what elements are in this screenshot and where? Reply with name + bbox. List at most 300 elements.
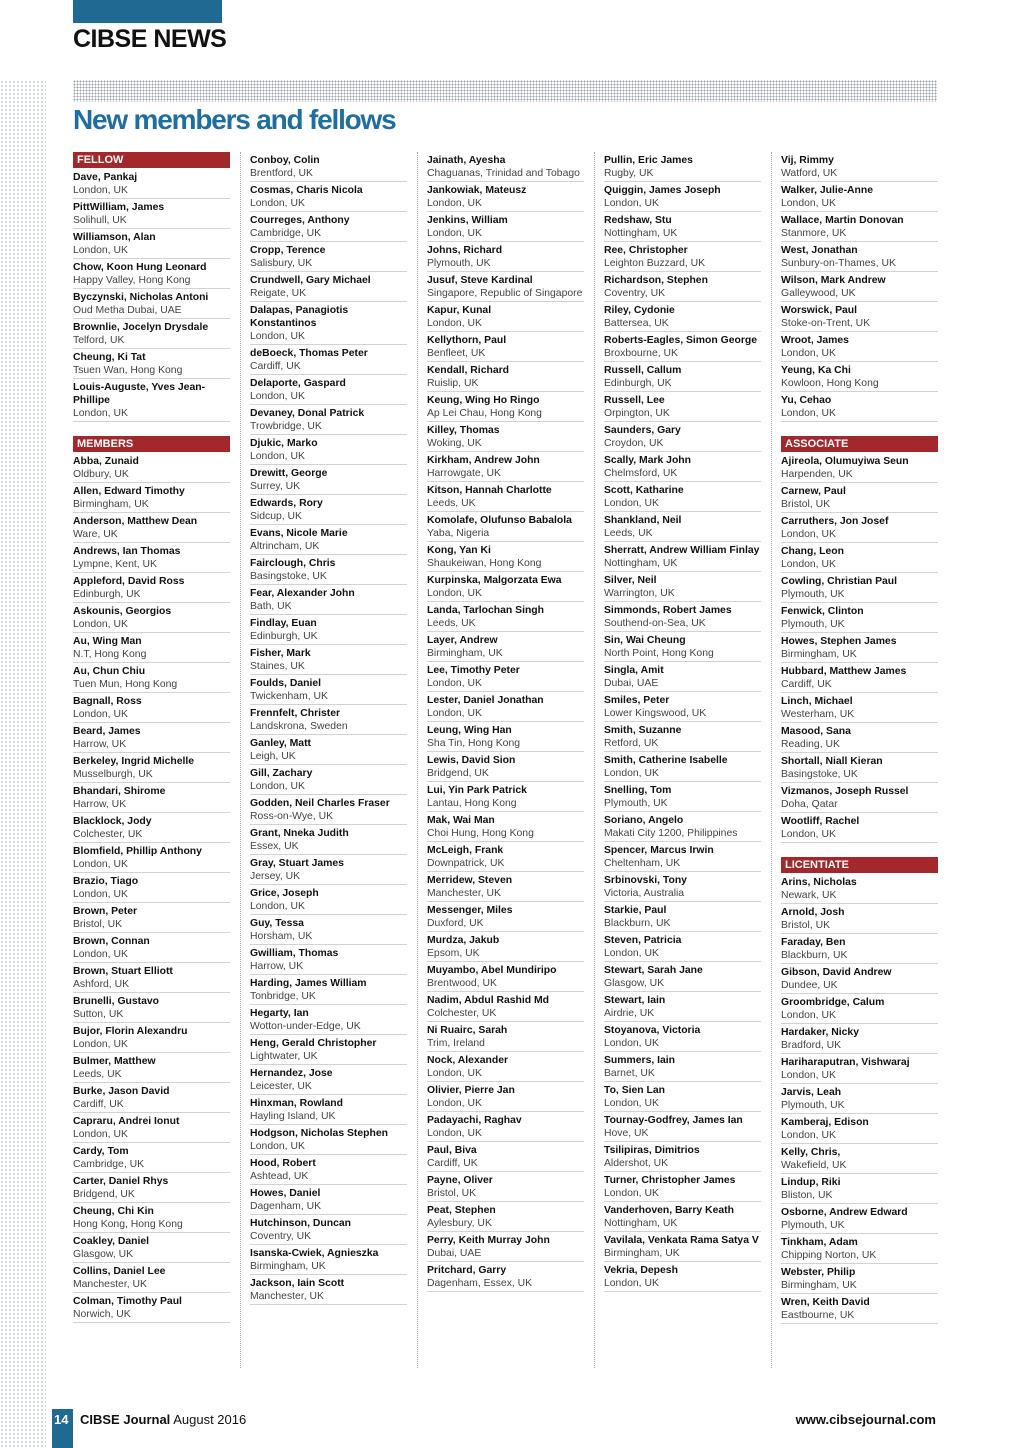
member-entry xyxy=(73,633,230,663)
member-location: Glasgow, UK xyxy=(604,978,665,989)
member-location: Nottingham, UK xyxy=(604,1218,678,1229)
member-entry xyxy=(427,872,584,902)
member-name: Jankowiak, Mateusz xyxy=(427,185,527,196)
member-name: Howes, Stephen James xyxy=(781,636,897,647)
member-location: Bristol, UK xyxy=(781,920,831,931)
member-name: Askounis, Georgios xyxy=(73,606,172,617)
member-location: Kowloon, Hong Kong xyxy=(781,378,879,389)
member-name: Byczynski, Nicholas Antoni xyxy=(73,292,209,303)
member-name: Roberts-Eagles, Simon George xyxy=(604,335,758,346)
member-location: Dagenham, UK xyxy=(250,1201,322,1212)
member-entry xyxy=(604,662,761,692)
member-name: Findlay, Euan xyxy=(250,618,317,629)
member-location: Bristol, UK xyxy=(427,1188,477,1199)
member-column-5 xyxy=(781,152,938,1324)
member-name: Vizmanos, Joseph Russel xyxy=(781,786,909,797)
member-location: Happy Valley, Hong Kong xyxy=(73,275,191,286)
member-entry xyxy=(604,152,761,182)
member-location: Coventry, UK xyxy=(250,1231,312,1242)
member-entry xyxy=(781,753,938,783)
member-location: Twickenham, UK xyxy=(250,691,328,702)
journal-issue: August 2016 xyxy=(173,1412,247,1427)
member-name: Allen, Edward Timothy xyxy=(73,486,185,497)
member-entry xyxy=(781,964,938,994)
member-name: Bulmer, Matthew xyxy=(73,1056,156,1067)
member-name: Vanderhoven, Barry Keath xyxy=(604,1205,734,1216)
member-name: Hutchinson, Duncan xyxy=(250,1218,352,1229)
member-location: Barnet, UK xyxy=(604,1068,655,1079)
member-entry xyxy=(427,332,584,362)
member-entry xyxy=(427,242,584,272)
member-name: Russell, Callum xyxy=(604,365,682,376)
member-location: Reigate, UK xyxy=(250,288,307,299)
member-entry xyxy=(427,632,584,662)
member-name: Ree, Christopher xyxy=(604,245,688,256)
member-location: Leigh, UK xyxy=(250,751,296,762)
member-entry xyxy=(604,1022,761,1052)
member-location: Surrey, UK xyxy=(250,481,301,492)
member-location: London, UK xyxy=(781,1130,836,1141)
member-location: London, UK xyxy=(427,1098,482,1109)
member-location: Ross-on-Wye, UK xyxy=(250,811,334,822)
member-location: Edinburgh, UK xyxy=(250,631,318,642)
member-name: Gray, Stuart James xyxy=(250,858,344,869)
member-entry xyxy=(250,765,407,795)
member-name: Ajireola, Olumuyiwa Seun xyxy=(781,456,909,467)
member-location: Sutton, UK xyxy=(73,1009,124,1020)
member-location: Airdrie, UK xyxy=(604,1008,655,1019)
member-name: Muyambo, Abel Mundiripo xyxy=(427,965,557,976)
member-entry xyxy=(604,752,761,782)
member-name: Bhandari, Shirome xyxy=(73,786,166,797)
member-name: Berkeley, Ingrid Michelle xyxy=(73,756,195,767)
member-entry xyxy=(250,1035,407,1065)
member-location: London, UK xyxy=(604,1278,659,1289)
member-entry xyxy=(781,1144,938,1174)
member-location: Birmingham, UK xyxy=(781,1280,857,1291)
member-name: Arnold, Josh xyxy=(781,907,845,918)
member-entry xyxy=(604,1052,761,1082)
member-name: Brunelli, Gustavo xyxy=(73,996,160,1007)
member-location: London, UK xyxy=(427,228,482,239)
member-location: Hayling Island, UK xyxy=(250,1111,336,1122)
member-location: Stoke-on-Trent, UK xyxy=(781,318,871,329)
member-location: Ashtead, UK xyxy=(250,1171,309,1182)
page-number: 14 xyxy=(54,1412,69,1427)
member-location: Tsuen Wan, Hong Kong xyxy=(73,365,183,376)
member-name: Collins, Daniel Lee xyxy=(73,1266,166,1277)
member-entry xyxy=(781,603,938,633)
footer-website-link[interactable]: www.cibsejournal.com xyxy=(795,1412,936,1427)
member-entry xyxy=(250,242,407,272)
member-entry xyxy=(781,663,938,693)
member-entry xyxy=(73,319,230,349)
member-location: London, UK xyxy=(604,498,659,509)
member-entry xyxy=(604,1112,761,1142)
member-name: Sherratt, Andrew William Finlay xyxy=(604,545,760,556)
member-entry xyxy=(250,1275,407,1305)
member-entry xyxy=(427,302,584,332)
category-heading-fellow: FELLOW xyxy=(73,152,230,168)
member-location: Brentford, UK xyxy=(250,168,313,179)
member-name: Faraday, Ben xyxy=(781,937,846,948)
member-name: Louis-Auguste, Yves Jean-Phillipe xyxy=(73,382,206,406)
member-entry xyxy=(781,813,938,843)
member-name: Stewart, Sarah Jane xyxy=(604,965,703,976)
member-name: Kamberaj, Edison xyxy=(781,1117,869,1128)
member-entry xyxy=(781,362,938,392)
member-name: Webster, Philip xyxy=(781,1267,856,1278)
member-name: Shankland, Neil xyxy=(604,515,682,526)
member-name: Wilson, Mark Andrew xyxy=(781,275,886,286)
member-entry xyxy=(604,572,761,602)
member-name: Heng, Gerald Christopher xyxy=(250,1038,377,1049)
member-name: Drewitt, George xyxy=(250,468,328,479)
member-location: Staines, UK xyxy=(250,661,305,672)
member-location: Plymouth, UK xyxy=(604,798,668,809)
member-entry xyxy=(73,453,230,483)
member-location: Norwich, UK xyxy=(73,1309,131,1320)
member-entry xyxy=(427,692,584,722)
member-entry xyxy=(604,1142,761,1172)
member-entry xyxy=(427,1172,584,1202)
member-location: Lower Kingswood, UK xyxy=(604,708,707,719)
member-name: Nock, Alexander xyxy=(427,1055,509,1066)
member-location: Landskrona, Sweden xyxy=(250,721,348,732)
member-entry xyxy=(604,272,761,302)
member-location: Choi Hung, Hong Kong xyxy=(427,828,534,839)
member-entry xyxy=(604,542,761,572)
member-entry xyxy=(250,1215,407,1245)
member-entry xyxy=(427,182,584,212)
member-name: Dave, Pankaj xyxy=(73,172,138,183)
journal-name: CIBSE Journal xyxy=(80,1412,171,1427)
member-location: London, UK xyxy=(604,1098,659,1109)
member-entry xyxy=(73,963,230,993)
member-location: London, UK xyxy=(781,1070,836,1081)
member-entry xyxy=(604,872,761,902)
member-name: Simmonds, Robert James xyxy=(604,605,732,616)
member-name: Groombridge, Calum xyxy=(781,997,885,1008)
member-name: Lui, Yin Park Patrick xyxy=(427,785,527,796)
member-name: Wallace, Martin Donovan xyxy=(781,215,904,226)
member-name: Steven, Patricia xyxy=(604,935,682,946)
member-entry xyxy=(427,212,584,242)
member-location: Dagenham, Essex, UK xyxy=(427,1278,533,1289)
member-location: Dubai, UAE xyxy=(604,678,659,689)
member-entry xyxy=(73,903,230,933)
member-name: Saunders, Gary xyxy=(604,425,681,436)
member-entry xyxy=(250,675,407,705)
member-entry xyxy=(427,962,584,992)
member-entry xyxy=(427,572,584,602)
member-entry xyxy=(73,379,230,422)
member-name: Brown, Stuart Elliott xyxy=(73,966,173,977)
member-location: Aldershot, UK xyxy=(604,1158,669,1169)
member-name: Grant, Nneka Judith xyxy=(250,828,349,839)
member-location: Makati City 1200, Philippines xyxy=(604,828,738,839)
member-name: Courreges, Anthony xyxy=(250,215,350,226)
member-entry xyxy=(604,392,761,422)
member-name: Bujor, Florin Alexandru xyxy=(73,1026,188,1037)
member-name: Wren, Keith David xyxy=(781,1297,870,1308)
member-name: Chow, Koon Hung Leonard xyxy=(73,262,207,273)
member-location: Birmingham, UK xyxy=(781,649,857,660)
member-name: Kapur, Kunal xyxy=(427,305,492,316)
member-entry xyxy=(250,1065,407,1095)
footer-publication xyxy=(80,1412,246,1427)
member-location: London, UK xyxy=(73,949,128,960)
member-entry xyxy=(427,1262,584,1292)
member-location: London, UK xyxy=(73,185,128,196)
member-name: Soriano, Angelo xyxy=(604,815,684,826)
member-location: London, UK xyxy=(604,198,659,209)
member-location: Birmingham, UK xyxy=(427,648,503,659)
member-location: London, UK xyxy=(604,768,659,779)
member-name: Merridew, Steven xyxy=(427,875,513,886)
member-name: Yu, Cehao xyxy=(781,395,832,406)
member-entry xyxy=(604,1262,761,1292)
member-name: Bagnall, Ross xyxy=(73,696,142,707)
member-name: Djukic, Marko xyxy=(250,438,318,449)
member-entry xyxy=(604,212,761,242)
member-name: Starkie, Paul xyxy=(604,905,667,916)
member-name: Padayachi, Raghav xyxy=(427,1115,522,1126)
member-entry xyxy=(604,302,761,332)
member-entry xyxy=(250,1095,407,1125)
member-name: Hardaker, Nicky xyxy=(781,1027,859,1038)
member-location: Blackburn, UK xyxy=(604,918,671,929)
member-name: Godden, Neil Charles Fraser xyxy=(250,798,390,809)
member-name: Hariharaputran, Vishwaraj xyxy=(781,1057,910,1068)
member-entry xyxy=(781,783,938,813)
member-location: Cardiff, UK xyxy=(427,1158,478,1169)
member-name: Howes, Daniel xyxy=(250,1188,321,1199)
member-location: London, UK xyxy=(73,408,128,419)
member-entry xyxy=(781,693,938,723)
member-entry xyxy=(604,422,761,452)
member-entry xyxy=(73,513,230,543)
member-location: London, UK xyxy=(73,1039,128,1050)
member-name: Pritchard, Garry xyxy=(427,1265,507,1276)
member-location: Tonbridge, UK xyxy=(250,991,316,1002)
member-name: Stewart, Iain xyxy=(604,995,666,1006)
member-location: Cardiff, UK xyxy=(73,1099,124,1110)
member-name: Jenkins, William xyxy=(427,215,508,226)
member-entry xyxy=(604,362,761,392)
member-entry xyxy=(781,182,938,212)
member-entry xyxy=(73,1263,230,1293)
member-entry xyxy=(250,495,407,525)
member-name: Mak, Wai Man xyxy=(427,815,495,826)
member-location: London, UK xyxy=(604,1038,659,1049)
member-entry xyxy=(73,723,230,753)
member-location: N.T, Hong Kong xyxy=(73,649,147,660)
member-location: Chaguanas, Trinidad and Tobago xyxy=(427,168,580,179)
member-name: Isanska-Cwiek, Agnieszka xyxy=(250,1248,379,1259)
member-entry xyxy=(427,722,584,752)
member-name: Au, Wing Man xyxy=(73,636,142,647)
member-location: Altrincham, UK xyxy=(250,541,320,552)
member-entry xyxy=(73,1053,230,1083)
member-name: Anderson, Matthew Dean xyxy=(73,516,198,527)
member-location: Southend-on-Sea, UK xyxy=(604,618,706,629)
member-entry xyxy=(427,1232,584,1262)
member-entry xyxy=(781,904,938,934)
member-location: Retford, UK xyxy=(604,738,659,749)
member-entry xyxy=(250,375,407,405)
member-location: Benfleet, UK xyxy=(427,348,486,359)
member-location: Tuen Mun, Hong Kong xyxy=(73,679,178,690)
member-location: London, UK xyxy=(250,391,305,402)
member-location: Plymouth, UK xyxy=(781,1100,845,1111)
member-name: Kelly, Chris, xyxy=(781,1147,841,1158)
member-entry xyxy=(250,272,407,302)
member-name: Smith, Catherine Isabelle xyxy=(604,755,728,766)
member-entry xyxy=(73,1233,230,1263)
member-entry xyxy=(73,783,230,813)
member-location: Woking, UK xyxy=(427,438,482,449)
member-location: Rugby, UK xyxy=(604,168,654,179)
member-name: Cheung, Ki Tat xyxy=(73,352,146,363)
member-entry xyxy=(73,1083,230,1113)
member-name: Linch, Michael xyxy=(781,696,853,707)
member-entry xyxy=(781,543,938,573)
member-location: Brentwood, UK xyxy=(427,978,497,989)
member-location: Singapore, Republic of Singapore xyxy=(427,288,583,299)
member-name: Shortall, Niall Kieran xyxy=(781,756,883,767)
member-location: Eastbourne, UK xyxy=(781,1310,855,1321)
member-name: Edwards, Rory xyxy=(250,498,323,509)
member-entry xyxy=(781,934,938,964)
member-entry xyxy=(781,874,938,904)
member-entry xyxy=(781,1174,938,1204)
page-headline: New members and fellows xyxy=(73,104,396,135)
member-name: Johns, Richard xyxy=(427,245,503,256)
member-location: Bliston, UK xyxy=(781,1190,833,1201)
column-divider xyxy=(594,152,595,1368)
member-name: Carruthers, Jon Josef xyxy=(781,516,889,527)
member-location: Horsham, UK xyxy=(250,931,313,942)
member-entry xyxy=(250,855,407,885)
member-name: Hubbard, Matthew James xyxy=(781,666,907,677)
member-name: Conboy, Colin xyxy=(250,155,320,166)
member-entry xyxy=(427,902,584,932)
member-entry xyxy=(250,735,407,765)
member-name: Jarvis, Leah xyxy=(781,1087,842,1098)
member-entry xyxy=(250,705,407,735)
member-location: Sunbury-on-Thames, UK xyxy=(781,258,896,269)
member-name: Scott, Katharine xyxy=(604,485,684,496)
member-name: Abba, Zunaid xyxy=(73,456,139,467)
member-location: London, UK xyxy=(781,529,836,540)
member-entry xyxy=(73,349,230,379)
member-name: Lester, Daniel Jonathan xyxy=(427,695,544,706)
member-name: Kellythorn, Paul xyxy=(427,335,507,346)
member-name: Hegarty, Ian xyxy=(250,1008,309,1019)
member-location: Lightwater, UK xyxy=(250,1051,318,1062)
member-entry xyxy=(73,543,230,573)
member-name: Au, Chun Chiu xyxy=(73,666,146,677)
member-location: Yaba, Nigeria xyxy=(427,528,490,539)
member-entry xyxy=(427,452,584,482)
member-entry xyxy=(73,663,230,693)
member-location: Oldbury, UK xyxy=(73,469,129,480)
member-name: Stoyanova, Victoria xyxy=(604,1025,701,1036)
member-entry xyxy=(604,962,761,992)
member-name: Srbinovski, Tony xyxy=(604,875,687,886)
member-name: Quiggin, James Joseph xyxy=(604,185,721,196)
member-location: Nottingham, UK xyxy=(604,228,678,239)
member-location: Birmingham, UK xyxy=(250,1261,326,1272)
member-location: London, UK xyxy=(427,678,482,689)
member-location: Epsom, UK xyxy=(427,948,480,959)
member-name: Brazio, Tiago xyxy=(73,876,139,887)
member-name: Jusuf, Steve Kardinal xyxy=(427,275,533,286)
member-entry xyxy=(604,242,761,272)
member-entry xyxy=(73,1113,230,1143)
member-location: London, UK xyxy=(427,1128,482,1139)
member-location: Dundee, UK xyxy=(781,980,838,991)
member-name: Snelling, Tom xyxy=(604,785,672,796)
member-entry xyxy=(604,1172,761,1202)
member-location: Harrow, UK xyxy=(73,739,127,750)
member-entry xyxy=(781,513,938,543)
member-entry xyxy=(73,843,230,873)
member-entry xyxy=(604,722,761,752)
member-name: Blacklock, Jody xyxy=(73,816,152,827)
member-entry xyxy=(781,1024,938,1054)
member-name: Arins, Nicholas xyxy=(781,877,857,888)
member-entry xyxy=(427,422,584,452)
member-name: Coakley, Daniel xyxy=(73,1236,150,1247)
member-name: Frennfelt, Christer xyxy=(250,708,341,719)
member-entry xyxy=(250,212,407,242)
member-name: Messenger, Miles xyxy=(427,905,513,916)
member-entry xyxy=(427,992,584,1022)
member-entry xyxy=(781,1054,938,1084)
member-location: Jersey, UK xyxy=(250,871,301,882)
member-location: Ap Lei Chau, Hong Kong xyxy=(427,408,542,419)
member-entry xyxy=(73,289,230,319)
member-location: Doha, Qatar xyxy=(781,799,838,810)
member-location: Plymouth, UK xyxy=(781,1220,845,1231)
member-entry xyxy=(781,212,938,242)
member-location: Musselburgh, UK xyxy=(73,769,153,780)
member-column-1 xyxy=(73,152,230,1323)
member-entry xyxy=(604,332,761,362)
member-entry xyxy=(604,512,761,542)
member-entry xyxy=(250,555,407,585)
member-entry xyxy=(781,152,938,182)
member-name: Dalapas, Panagiotis Konstantinos xyxy=(250,305,349,329)
member-location: Battersea, UK xyxy=(604,318,669,329)
member-name: Smiles, Peter xyxy=(604,695,670,706)
member-name: Fisher, Mark xyxy=(250,648,311,659)
member-location: Duxford, UK xyxy=(427,918,484,929)
section-color-bar xyxy=(73,0,222,23)
member-entry xyxy=(781,242,938,272)
member-entry xyxy=(604,1202,761,1232)
member-name: Russell, Lee xyxy=(604,395,665,406)
member-location: Westerham, UK xyxy=(781,709,855,720)
member-entry xyxy=(427,1022,584,1052)
member-location: Lantau, Hong Kong xyxy=(427,798,517,809)
member-entry xyxy=(250,1245,407,1275)
member-location: Manchester, UK xyxy=(73,1279,147,1290)
member-entry xyxy=(250,945,407,975)
member-name: Kirkham, Andrew John xyxy=(427,455,540,466)
